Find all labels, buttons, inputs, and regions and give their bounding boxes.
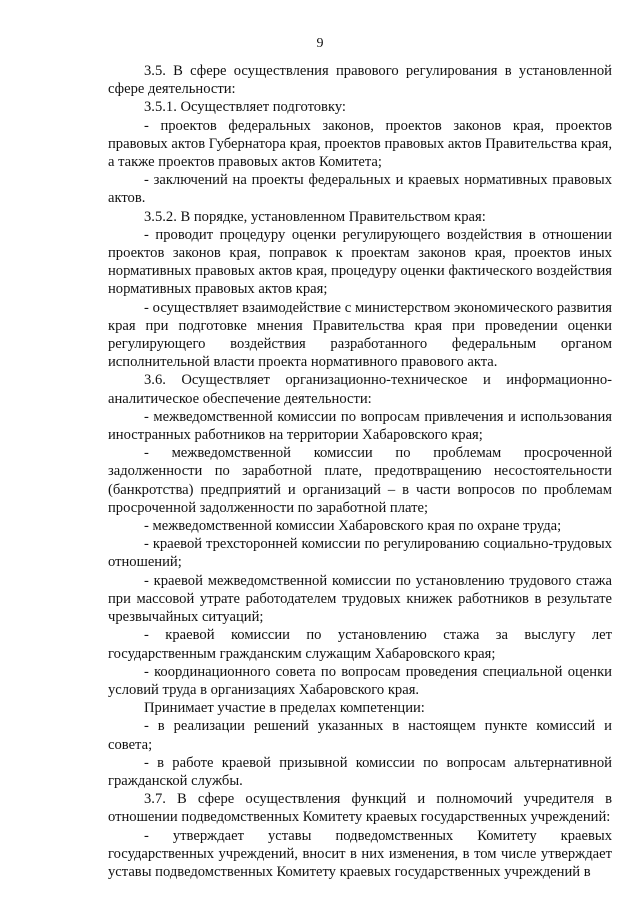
paragraph: 3.7. В сфере осуществления функций и полномочий учредителя в отношении подведомственных Комитету краевых государственных учреждений: — [108, 791, 612, 826]
paragraph: 3.5. В сфере осуществления правового регулирования в установленной сфере деятельности: — [108, 63, 612, 98]
paragraph: 3.5.1. Осуществляет подготовку: — [144, 99, 346, 116]
paragraph: Принимает участие в пределах компетенции: — [144, 700, 425, 717]
paragraph: - проводит процедуру оценки регулирующего воздействия в отношении проектов законов края, поправок к проектам законов края, проектов иных нормативных правовых актов края, процедуру оценки фактического воздействия нормативных правовых актов края; — [108, 226, 612, 298]
document-body — [108, 62, 612, 881]
paragraph: - краевой трехсторонней комиссии по регулированию социально-трудовых отношений; — [108, 536, 612, 571]
paragraph: - краевой комиссии по установлению стажа за выслугу лет государственным гражданским служащим Хабаровского края; — [108, 627, 612, 662]
paragraph: - заключений на проекты федеральных и краевых нормативных правовых актов. — [108, 172, 612, 207]
paragraph: - проектов федеральных законов, проектов законов края, проектов правовых актов Губернатора края, проектов правовых актов Правительства края, а также проектов правовых актов Комитета; — [108, 117, 612, 171]
paragraph: 3.6. Осуществляет организационно-техническое и информационно-аналитическое обеспечение деятельности: — [108, 372, 612, 407]
page-number: 9 — [316, 36, 324, 51]
paragraph: - межведомственной комиссии Хабаровского края по охране труда; — [144, 518, 562, 535]
paragraph: - межведомственной комиссии по проблемам просроченной задолженности по заработной плате, предотвращению несостоятельности (банкротства) предприятий и организаций – в части вопросов по проблемам просроченной задолженности по заработной плате; — [108, 445, 612, 516]
paragraph: - в реализации решений указанных в настоящем пункте комиссий и совета; — [108, 718, 612, 753]
paragraph: - координационного совета по вопросам проведения специальной оценки условий труда в организациях Хабаровского края. — [108, 663, 612, 698]
paragraph: 3.5.2. В порядке, установленном Правительством края: — [144, 208, 486, 225]
paragraph: - краевой межведомственной комиссии по установлению трудового стажа при массовой утрате работодателем трудовых книжек работников в результате чрезвычайных ситуаций; — [108, 572, 612, 626]
paragraph: - осуществляет взаимодействие с министерством экономического развития края при подготовке мнения Правительства края при проведении оценки регулирующего воздействия разработанного федеральным органом исполнительной власти проекта нормативного правового акта. — [108, 299, 612, 371]
paragraph: - в работе краевой призывной комиссии по вопросам альтернативной гражданской службы. — [108, 754, 612, 789]
paragraph: - утверждает уставы подведомственных Комитету краевых государственных учреждений, вносит в них изменения, в том числе утверждает уставы подведомственных Комитету краевых государственных учреждений в — [108, 827, 612, 880]
paragraph: - межведомственной комиссии по вопросам привлечения и использования иностранных работников на территории Хабаровского края; — [108, 408, 612, 444]
